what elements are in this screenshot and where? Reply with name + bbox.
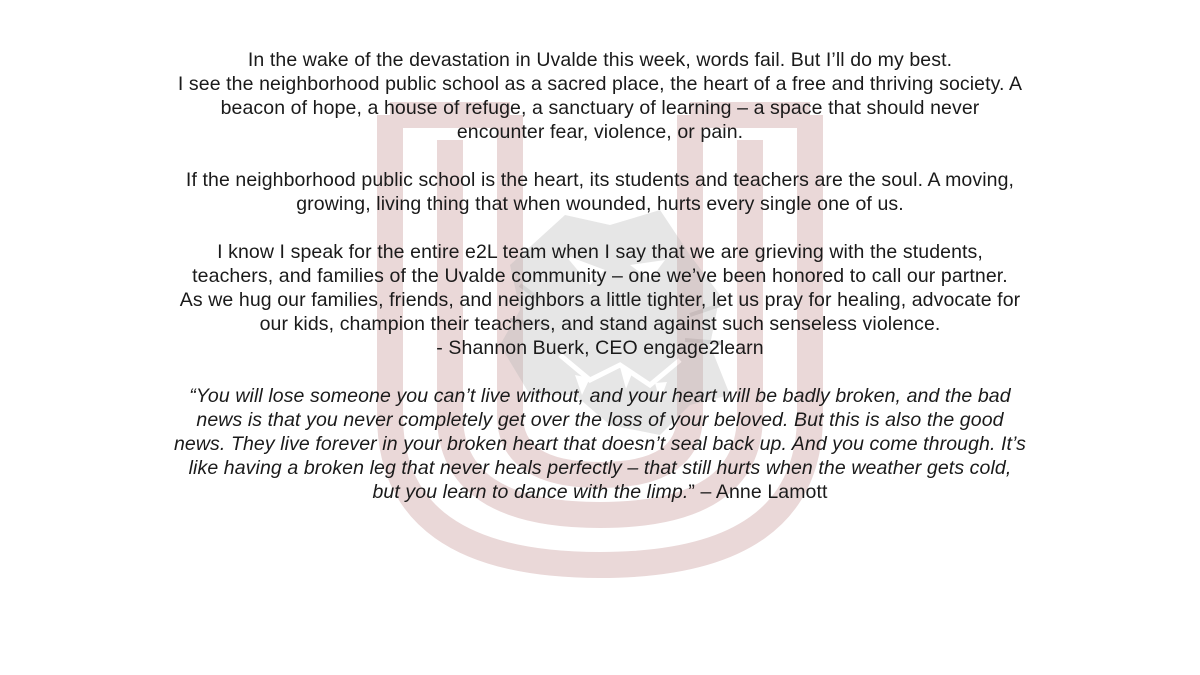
statement-line: beacon of hope, a house of refuge, a sanctuary of learning – a space that should never xyxy=(220,97,980,119)
quote-final-line xyxy=(40,480,1160,504)
statement-line: I see the neighborhood public school as a sacred place, the heart of a free and thriving society. A xyxy=(177,73,1023,95)
statement-line: growing, living thing that when wounded, hurts every single one of us. xyxy=(296,193,904,215)
quote-line: like having a broken leg that never heals perfectly – that still hurts when the weather gets cold, xyxy=(188,457,1012,479)
statement-line: As we hug our families, friends, and neighbors a little tighter, let us pray for healing, advocate for xyxy=(179,289,1021,311)
statement-text-block xyxy=(40,48,1160,504)
signature-line: - Shannon Buerk, CEO engage2learn xyxy=(436,337,764,359)
quote-line: “You will lose someone you can’t live without, and your heart will be badly broken, and the bad xyxy=(189,385,1011,407)
statement-line: encounter fear, violence, or pain. xyxy=(456,121,744,143)
statement-line: our kids, champion their teachers, and stand against such senseless violence. xyxy=(259,313,941,335)
statement-line: In the wake of the devastation in Uvalde this week, words fail. But I’ll do my best. xyxy=(247,49,953,71)
statement-line: teachers, and families of the Uvalde community – one we’ve been honored to call our partner. xyxy=(192,265,1008,287)
paragraph-spacer xyxy=(40,144,1160,168)
quote-final-italic: but you learn to dance with the limp. xyxy=(372,481,689,503)
quote-attribution: ” – Anne Lamott xyxy=(688,481,828,503)
paragraph-spacer xyxy=(40,216,1160,240)
quote-line: news is that you never completely get over the loss of your beloved. But this is also the good xyxy=(196,409,1004,431)
statement-line: If the neighborhood public school is the heart, its students and teachers are the soul. A moving, xyxy=(185,169,1015,191)
quote-line: news. They live forever in your broken heart that doesn’t seal back up. And you come through. It’s xyxy=(173,433,1026,455)
paragraph-spacer xyxy=(40,360,1160,384)
statement-line: I know I speak for the entire e2L team when I say that we are grieving with the students, xyxy=(217,241,983,263)
